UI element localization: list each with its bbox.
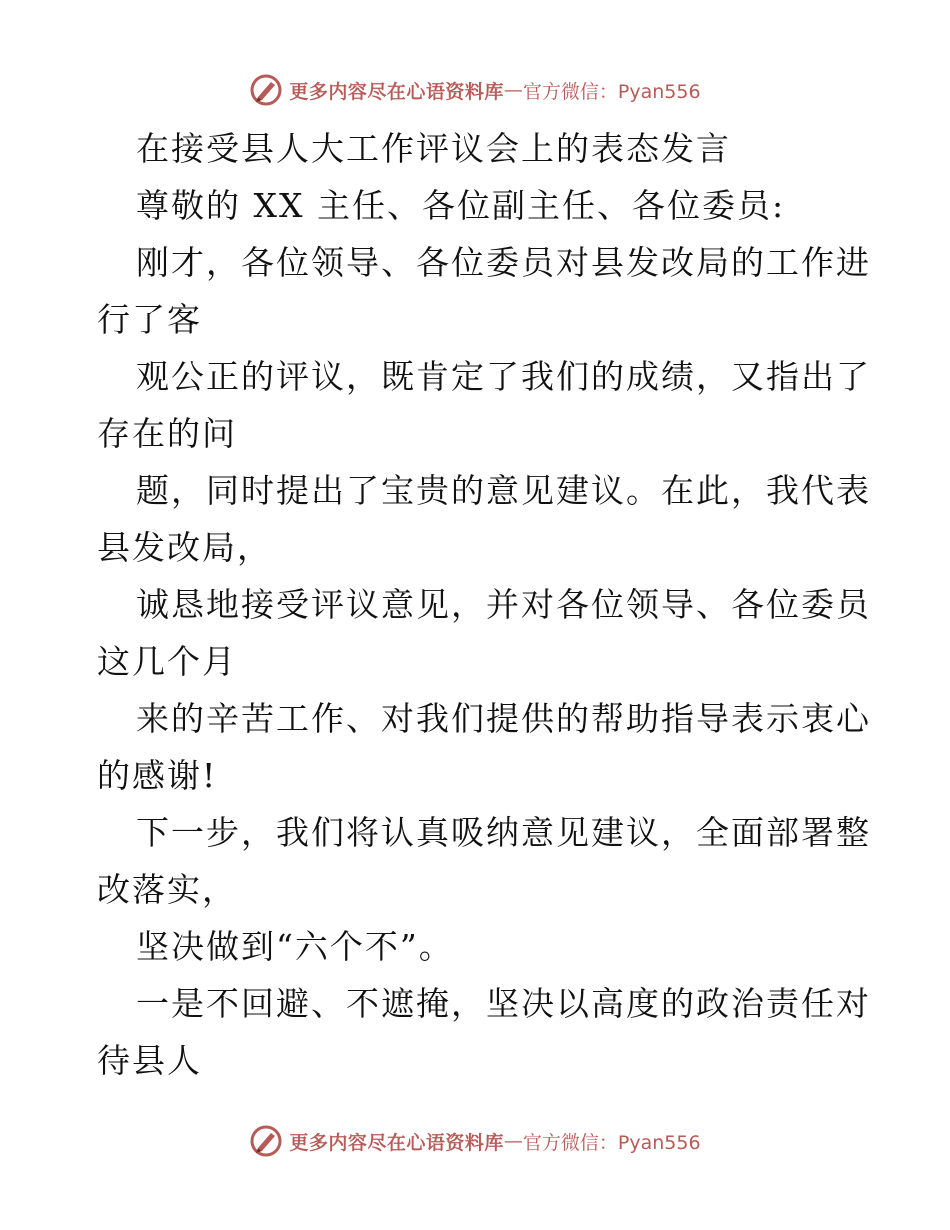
salutation: 尊敬的 XX 主任、各位副主任、各位委员: — [136, 186, 786, 225]
paragraph-line: 刚才，各位领导、各位委员对县发改局的工作进 — [136, 243, 871, 282]
paragraph-line: 观公正的评议，既肯定了我们的成绩，又指出了 — [136, 357, 871, 396]
paragraph-line: 诚恳地接受评议意见，并对各位领导、各位委员 — [136, 585, 871, 624]
paragraph-line: 县发改局， — [97, 528, 272, 567]
footer-banner-wechat: 官方微信：Pyan556 — [522, 1131, 701, 1154]
pen-logo-icon — [249, 1124, 283, 1158]
paragraph-line: 待县人 — [97, 1041, 202, 1080]
paragraph-line: 的感谢! — [97, 756, 218, 795]
header-banner-text: 更多内容尽在心语资料库 — [289, 80, 504, 103]
paragraph-line: 一是不回避、不遮掩，坚决以高度的政治责任对 — [136, 984, 871, 1023]
paragraph-line: 改落实， — [97, 870, 237, 909]
paragraph-line: 坚决做到“六个不”。 — [136, 927, 454, 966]
paragraph-line: 存在的问 — [97, 414, 237, 453]
paragraph-line: 下一步，我们将认真吸纳意见建议，全面部署整 — [136, 813, 871, 852]
document-body — [97, 120, 871, 1089]
paragraph-line: 来的辛苦工作、对我们提供的帮助指导表示衷心 — [136, 699, 871, 738]
pen-logo-icon — [249, 73, 283, 107]
header-banner — [0, 70, 950, 110]
header-banner-wechat: 官方微信：Pyan556 — [522, 80, 701, 103]
paragraph-line: 题，同时提出了宝贵的意见建议。在此，我代表 — [136, 471, 871, 510]
footer-banner-separator: — — [503, 1130, 523, 1152]
header-banner-separator: — — [503, 79, 523, 101]
paragraph-line: 这几个月 — [97, 642, 237, 681]
document-title: 在接受县人大工作评议会上的表态发言 — [136, 129, 731, 168]
paragraph-line: 行了客 — [97, 300, 202, 339]
footer-banner-text: 更多内容尽在心语资料库 — [289, 1131, 504, 1154]
footer-banner — [0, 1121, 950, 1161]
